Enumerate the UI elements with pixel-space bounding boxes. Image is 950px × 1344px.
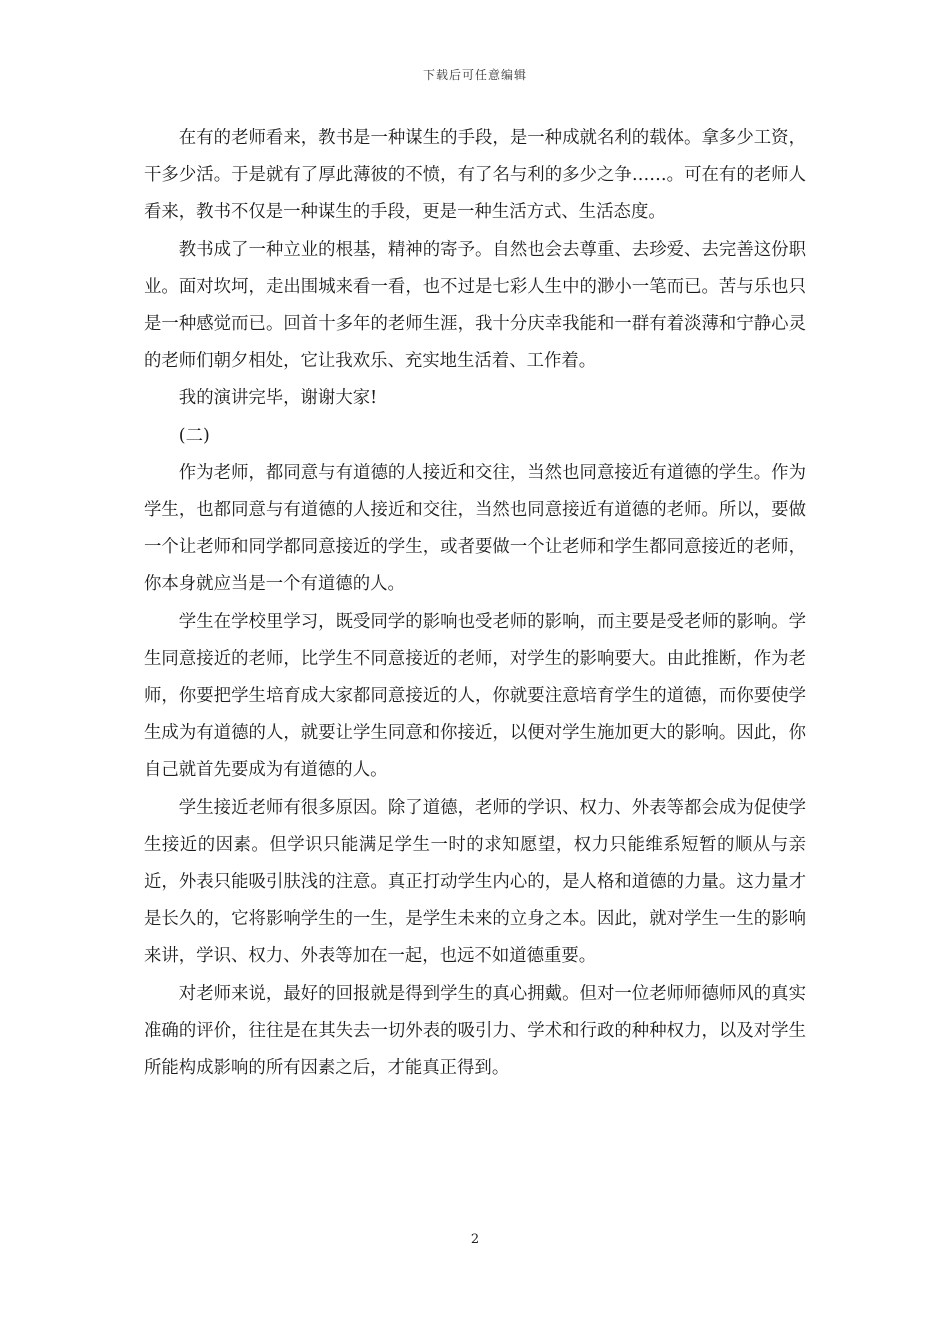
page-header: 下载后可任意编辑 [422, 68, 527, 82]
paragraph: 对老师来说，最好的回报就是得到学生的真心拥戴。但对一位老师师德师风的真实准确的评价，往往是在其失去一切外表的吸引力、学术和行政的种种权力，以及对学生所能构成影响的所有因素之后，才能真正得到。 [144, 983, 806, 1079]
paragraph: 作为老师，都同意与有道德的人接近和交往，当然也同意接近有道德的学生。作为学生，也都同意与有道德的人接近和交往，当然也同意接近有道德的老师。所以，要做一个让老师和同学都同意接近的学生，或者要做一个让老师和学生都同意接近的老师，你本身就应当是一个有道德的人。 [144, 462, 806, 595]
paragraph: 学生接近老师有很多原因。除了道德，老师的学识、权力、外表等都会成为促使学生接近的因素。但学识只能满足学生一时的求知愿望，权力只能维系短暂的顺从与亲近，外表只能吸引肤浅的注意。真正打动学生内心的，是人格和道德的力量。这力量才是长久的，它将影响学生的一生，是学生未来的立身之本。因此，就对学生一生的影响来讲，学识、权力、外表等加在一起，也远不如道德重要。 [144, 797, 806, 967]
paragraph: 在有的老师看来，教书是一种谋生的手段，是一种成就名利的载体。拿多少工资，干多少活。于是就有了厚此薄彼的不愤，有了名与利的多少之争……。可在有的老师人看来，教书不仅是一种谋生的手段，更是一种生活方式、生活态度。 [144, 128, 806, 223]
document-body [144, 120, 806, 1087]
paragraph: 教书成了一种立业的根基，精神的寄予。自然也会去尊重、去珍爱、去完善这份职业。面对坎坷，走出围城来看一看，也不过是七彩人生中的渺小一笔而已。苦与乐也只是一种感觉而已。回首十多年的老师生涯，我十分庆幸我能和一群有着淡薄和宁静心灵的老师们朝夕相处，它让我欢乐、充实地生活着、工作着。 [144, 239, 806, 372]
paragraph: 我的演讲完毕，谢谢大家! [178, 388, 378, 409]
section-heading: (二) [178, 425, 210, 446]
page-number: 2 [470, 1232, 480, 1247]
paragraph: 学生在学校里学习，既受同学的影响也受老师的影响，而主要是受老师的影响。学生同意接近的老师，比学生不同意接近的老师，对学生的影响要大。由此推断，作为老师，你要把学生培育成大家都同意接近的人，你就要注意培育学生的道德，而你要使学生成为有道德的人，就要让学生同意和你接近，以便对学生施加更大的影响。因此，你自己就首先要成为有道德的人。 [144, 611, 806, 781]
